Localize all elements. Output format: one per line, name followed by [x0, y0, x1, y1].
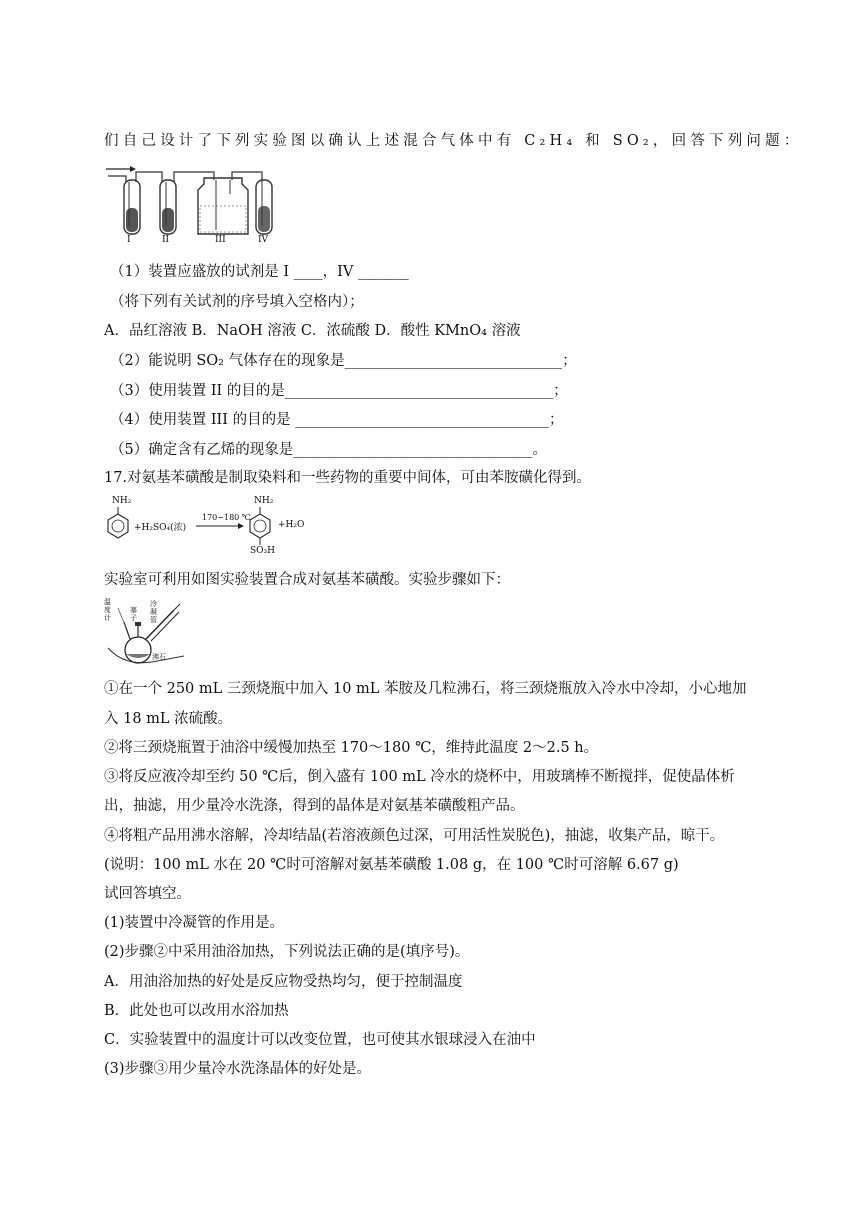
water: +H₂O — [278, 520, 305, 530]
label-III: III — [215, 235, 226, 245]
reagent: +H₂SO₄(浓) — [134, 523, 187, 533]
step-1-a: ①在一个 250 mL 三颈烧瓶中加入 10 mL 苯胺及几粒沸石，将三颈烧瓶放入冷水中冷却，小心地加 — [104, 681, 747, 697]
step-1-b: 入 18 mL 浓硫酸。 — [104, 711, 233, 727]
label-II: II — [162, 235, 170, 245]
q1: （1）装置应盛放的试剂是 I ____，IV _______ — [110, 264, 409, 280]
q2: （2）能说明 SO₂ 气体存在的现象是______________________________； — [110, 353, 577, 369]
problem-17-title: 17.对氨基苯磺酸是制取染料和一些药物的重要中间体，可由苯胺磺化得到。 — [104, 470, 592, 486]
option-a: A．用油浴加热的好处是反应物受热均匀，便于控制温度 — [104, 974, 463, 990]
solubility-note: (说明：100 mL 水在 20 ℃时可溶解对氨基苯磺酸 1.08 g，在 100 ℃时可溶解 6.67 g) — [104, 857, 679, 873]
sub-question-1: (1)装置中冷凝管的作用是。 — [104, 915, 285, 931]
label-condenser: 冷凝管 — [150, 600, 157, 624]
options-line: A．品红溶液 B．NaOH 溶液 C．浓硫酸 D．酸性 KMnO₄ 溶液 — [104, 323, 521, 339]
intro-line: 们自己设计了下列实验图以确认上述混合气体中有 C₂H₄ 和 SO₂，回答下列问题： — [104, 133, 803, 149]
q3: （3）使用装置 II 的目的是_____________________________________； — [110, 383, 568, 399]
option-c: C．实验装置中的温度计可以改变位置，也可使其水银球浸入在油中 — [104, 1032, 536, 1048]
step-2: ②将三颈烧瓶置于油浴中缓慢加热至 170～180 ℃，维持此温度 2～2.5 h。 — [104, 740, 599, 756]
step-3-a: ③将反应液冷却至约 50 ℃后，倒入盛有 100 mL 冷水的烧杯中，用玻璃棒不断搅拌，促使晶体析 — [104, 769, 735, 785]
sulfonation-reaction-figure — [104, 496, 314, 558]
label-stopper: 塞子 — [130, 606, 137, 622]
sub-question-3: (3)步骤③用少量冷水洗涤晶体的好处是。 — [104, 1061, 372, 1077]
sub-question-2: (2)步骤②中采用油浴加热，下列说法正确的是(填序号)。 — [104, 944, 470, 960]
step-4: ④将粗产品用沸水溶解，冷却结晶(若溶液颜色过深，可用活性炭脱色)，抽滤，收集产品，晾干。 — [104, 828, 725, 844]
setup-intro: 实验室可利用如图实验装置合成对氨基苯磺酸。实验步骤如下： — [104, 572, 510, 588]
label-I: I — [127, 235, 131, 245]
q1-note: （将下列有关试剂的序号填入空格内）； — [110, 294, 364, 310]
product-so3h: SO₃H — [250, 546, 276, 556]
product-nh2: NH₂ — [254, 496, 274, 506]
step-3-b: 出，抽滤，用少量冷水洗涤，得到的晶体是对氨基苯磺酸粗产品。 — [104, 798, 525, 814]
label-boiling-stones: 沸石 — [152, 653, 166, 661]
three-neck-flask-figure — [104, 598, 192, 668]
q4: （4）使用装置 III 的目的是 ___________________________________； — [110, 412, 564, 428]
reactant-nh2: NH₂ — [112, 496, 132, 506]
condition: 170~180 ℃ — [202, 513, 251, 522]
gas-washing-apparatus-figure — [104, 160, 284, 248]
option-b: B．此处也可以改用水浴加热 — [104, 1003, 289, 1019]
label-thermometer: 温度计 — [104, 598, 111, 622]
q5: （5）确定含有乙烯的现象是_________________________________。 — [110, 442, 547, 458]
try-answer: 试回答填空。 — [104, 886, 191, 902]
label-IV: IV — [258, 235, 269, 245]
